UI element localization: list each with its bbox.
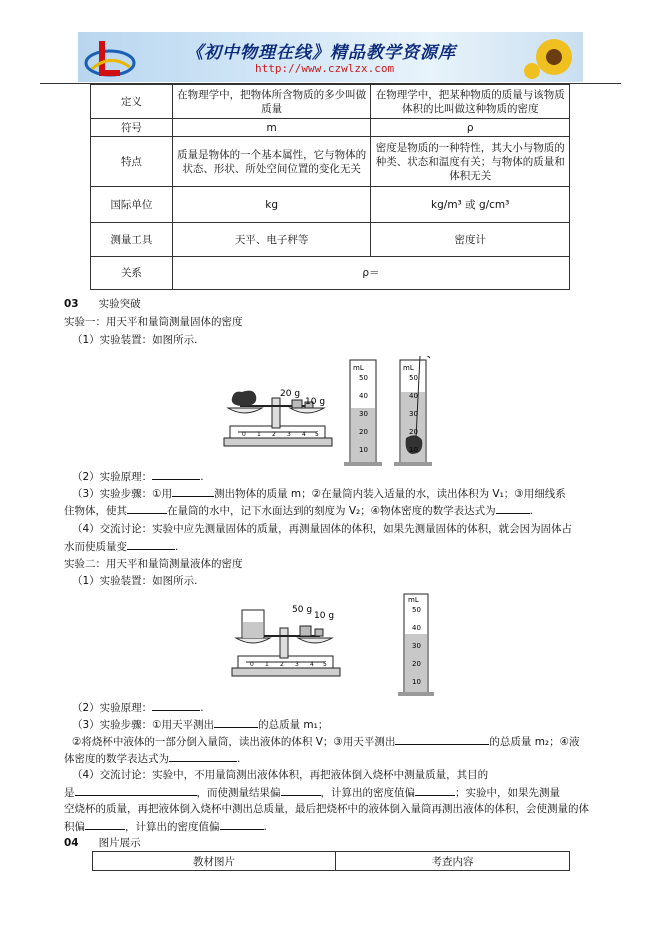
row-head: 测量工具 [91, 223, 173, 257]
mass-cell: m [172, 119, 371, 137]
density-cell: 在物理学中，把某种物质的质量与该物质体积的比叫做这种物质的密度 [371, 85, 570, 119]
scale-tick: 3 [287, 431, 291, 438]
row-head: 特点 [91, 137, 173, 187]
mass-cell: 在物理学中，把物体所含物质的多少叫做质量 [172, 85, 371, 119]
banner-url[interactable]: http://www.czwlzx.com [255, 62, 395, 75]
scale-tick: 1 [265, 661, 269, 668]
scale-tick: 0 [250, 661, 254, 668]
weight-label-20g: 20 g [280, 389, 301, 399]
logo-icon [80, 33, 140, 81]
cylinder-tick: 50 [359, 374, 368, 382]
table-row [91, 137, 570, 187]
cylinder-tick: 40 [412, 624, 421, 632]
cylinder-unit: mL [403, 364, 414, 372]
picture-table [92, 851, 570, 871]
figure-liquid-density [228, 590, 448, 700]
cylinder-tick: 40 [409, 392, 418, 400]
banner-title: 《初中物理在线》精品教学资源库 [186, 43, 456, 63]
row-head: 国际单位 [91, 187, 173, 223]
exp2-discussion-line1: （4）交流讨论：实验中，不用量筒测出液体体积，再把液体倒入烧杯中测量质量，其目的 [72, 769, 489, 781]
exp1-step1: （1）实验装置：如图所示. [72, 334, 198, 346]
cylinder-tick: 20 [412, 660, 421, 668]
exp2-discussion-line2: 是 ，而使测量结果偏 ，计算出的密度值偏 ；实验中，如果先测量 [64, 787, 560, 799]
relation-cell: ρ＝ [172, 257, 569, 290]
mass-cell: 天平、电子秤等 [172, 223, 371, 257]
table-row [91, 119, 570, 137]
exp1-discussion-line2: 水而使质量变 . [64, 541, 179, 553]
mass-cell: 质量是物体的一个基本属性，它与物体的状态、形状、所处空间位置的变化无关 [172, 137, 371, 187]
table-row [91, 85, 570, 119]
table-row [91, 187, 570, 223]
cylinder-tick: 50 [412, 606, 421, 614]
cylinder-tick: 10 [359, 446, 368, 454]
exp2-title: 实验二：用天平和量筒测量液体的密度 [64, 558, 243, 570]
exp2-discussion-line3: 空烧杯的质量，再把液体倒入烧杯中测出总质量，最后把烧杯中的液体倒入量筒再测出液体的体积，会使测量的体 [64, 803, 589, 815]
density-cell: 密度计 [371, 223, 570, 257]
cylinder-tick: 30 [409, 410, 418, 418]
row-head: 关系 [91, 257, 173, 290]
table-row [93, 852, 570, 871]
scale-tick: 2 [280, 661, 284, 668]
cylinder-tick: 10 [409, 446, 418, 454]
comparison-table [90, 84, 570, 290]
exp2-step3-line1: （3）实验步骤：①用天平测出 的总质量 m₁； [72, 719, 329, 731]
exp2-step2: （2）实验原理： . [72, 702, 204, 714]
col-header: 教材图片 [93, 852, 336, 871]
scale-tick: 0 [242, 431, 246, 438]
cylinder-unit: mL [353, 364, 364, 372]
row-head: 定义 [91, 85, 173, 119]
cylinder-tick: 30 [412, 642, 421, 650]
sunflower-icon [520, 33, 582, 81]
scale-tick: 5 [315, 431, 319, 438]
weight-label-10g: 10 g [314, 611, 335, 621]
section-title: 图片展示 [98, 837, 141, 849]
scale-tick: 2 [272, 431, 276, 438]
figure-solid-density [220, 356, 450, 468]
density-cell: 密度是物质的一种特性，其大小与物质的种类、状态和温度有关；与物体的质量和体积无关 [371, 137, 570, 187]
exp1-step3-line1: （3）实验步骤：①用 测出物体的质量 m；②在量筒内装入适量的水，读出体积为 V₁；③用细线系 [72, 488, 566, 500]
section-04-heading [64, 836, 141, 850]
section-03-heading [64, 297, 141, 311]
weight-label-50g: 50 g [292, 605, 313, 615]
exp1-title: 实验一：用天平和量筒测量固体的密度 [64, 316, 243, 328]
weight-label-10g: 10 g [305, 397, 326, 407]
col-header: 考查内容 [336, 852, 570, 871]
exp2-step3-line2: ②将烧杯中液体的一部分倒入量筒，读出液体的体积 V；③用天平测出 的总质量 m₂；④液 [72, 736, 580, 748]
cylinder-tick: 10 [412, 678, 421, 686]
section-number: 03 [64, 298, 79, 310]
scale-tick: 4 [310, 661, 314, 668]
scale-tick: 3 [295, 661, 299, 668]
row-head: 符号 [91, 119, 173, 137]
exp2-discussion-line4: 积偏 ，计算出的密度值偏 . [64, 821, 267, 833]
density-cell: kg/m³ 或 g/cm³ [371, 187, 570, 223]
scale-tick: 4 [302, 431, 306, 438]
cylinder-tick: 40 [359, 392, 368, 400]
cylinder-tick: 30 [359, 410, 368, 418]
mass-cell: kg [172, 187, 371, 223]
scale-tick: 5 [323, 661, 327, 668]
density-cell: ρ [371, 119, 570, 137]
section-title: 实验突破 [98, 298, 141, 310]
exp1-discussion-line1: （4）交流讨论：实验中应先测量固体的质量，再测量固体的体积，如果先测量固体的体积，就会因为固体占 [72, 523, 573, 535]
scale-tick: 1 [257, 431, 261, 438]
table-row [91, 257, 570, 290]
cylinder-tick: 20 [359, 428, 368, 436]
exp1-step2: （2）实验原理： . [72, 471, 204, 483]
exp2-step3-line3: 体密度的数学表达式为 . [64, 753, 241, 765]
section-number: 04 [64, 837, 79, 849]
cylinder-tick: 20 [409, 428, 418, 436]
cylinder-unit: mL [408, 596, 419, 604]
cylinder-tick: 50 [409, 374, 418, 382]
table-row [91, 223, 570, 257]
exp2-step1: （1）实验装置：如图所示. [72, 575, 198, 587]
exp1-step3-line2: 住物体，使其 在量筒的水中，记下水面达到的刻度为 V₂；④物体密度的数学表达式为 . [64, 505, 533, 517]
